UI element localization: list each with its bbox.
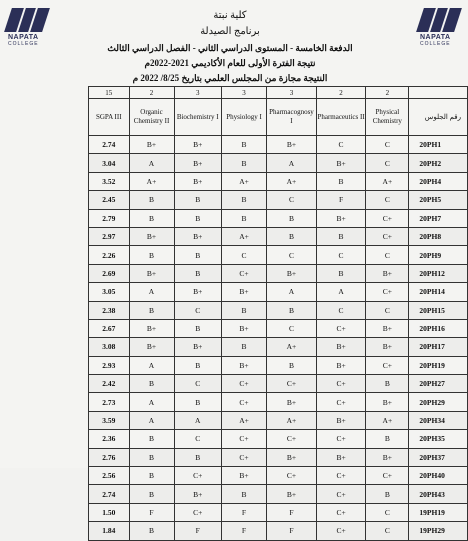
grade-cell: B+	[174, 485, 221, 503]
grade-cell: C+	[316, 522, 365, 540]
grade-cell: B+	[221, 283, 266, 301]
grade-cell: C+	[221, 430, 266, 448]
grade-cell: F	[221, 503, 266, 521]
grade-cell: B+	[316, 448, 365, 466]
grade-cell: C+	[366, 227, 409, 245]
table-row	[89, 172, 468, 190]
table-row	[89, 375, 468, 393]
table-row	[89, 154, 468, 172]
sgpa-cell: 3.59	[89, 411, 130, 429]
grade-cell: C	[366, 246, 409, 264]
table-row	[89, 393, 468, 411]
grade-cell: C+	[316, 319, 365, 337]
credit-cell	[409, 87, 468, 99]
seat-number-cell: 20PH12	[409, 264, 468, 282]
grade-cell: C	[316, 301, 365, 319]
seat-number-cell: 20PH35	[409, 430, 468, 448]
grade-cell: C+	[221, 448, 266, 466]
grade-cell: B+	[316, 411, 365, 429]
sgpa-cell: 2.73	[89, 393, 130, 411]
grade-cell: B+	[316, 338, 365, 356]
grade-cell: C+	[366, 283, 409, 301]
grade-cell: C+	[316, 485, 365, 503]
grade-cell: B	[366, 430, 409, 448]
grade-cell: A	[129, 154, 174, 172]
table-row	[89, 283, 468, 301]
grade-cell: B	[129, 191, 174, 209]
grade-cell: C+	[267, 430, 317, 448]
grade-cell: B	[221, 338, 266, 356]
grade-cell: B	[221, 209, 266, 227]
sgpa-cell: 2.26	[89, 246, 130, 264]
grade-cell: C	[366, 301, 409, 319]
sgpa-cell: 1.50	[89, 503, 130, 521]
grade-cell: C	[366, 154, 409, 172]
grade-cell: B	[129, 485, 174, 503]
grade-cell: F	[221, 522, 266, 540]
grade-cell: A	[129, 283, 174, 301]
table-row	[89, 191, 468, 209]
grade-cell: B+	[316, 209, 365, 227]
grade-cell: B+	[129, 319, 174, 337]
table-row	[89, 301, 468, 319]
grade-cell: B+	[366, 264, 409, 282]
napata-logo-icon	[8, 8, 46, 32]
table-row	[89, 522, 468, 540]
grade-cell: B	[129, 522, 174, 540]
column-header-row	[89, 99, 468, 136]
grade-cell: F	[267, 522, 317, 540]
grade-cell: B	[221, 154, 266, 172]
credit-cell: 2	[129, 87, 174, 99]
grade-cell: C+	[316, 430, 365, 448]
grade-cell: C+	[221, 375, 266, 393]
grade-cell: C	[316, 136, 365, 154]
results-table	[88, 86, 468, 541]
grade-cell: B	[366, 375, 409, 393]
table-row	[89, 136, 468, 154]
column-header: رقم الجلوس	[409, 99, 468, 136]
grade-cell: B	[221, 136, 266, 154]
logo-sub: COLLEGE	[420, 41, 451, 47]
credit-hours-row	[89, 87, 468, 99]
sgpa-cell: 3.05	[89, 283, 130, 301]
grade-cell: B+	[129, 227, 174, 245]
sgpa-cell: 2.97	[89, 227, 130, 245]
grade-cell: C	[316, 246, 365, 264]
grade-cell: B+	[174, 283, 221, 301]
grade-cell: C+	[316, 503, 365, 521]
table-row	[89, 246, 468, 264]
grade-cell: B	[316, 264, 365, 282]
credit-cell: 2	[316, 87, 365, 99]
grade-cell: B	[174, 393, 221, 411]
grade-cell: B	[267, 356, 317, 374]
seat-number-cell: 20PH37	[409, 448, 468, 466]
table-row	[89, 503, 468, 521]
grade-cell: B	[366, 485, 409, 503]
grade-cell: F	[129, 503, 174, 521]
seat-number-cell: 20PH5	[409, 191, 468, 209]
grade-cell: B	[174, 448, 221, 466]
credit-cell: 3	[267, 87, 317, 99]
table-row	[89, 356, 468, 374]
grade-cell: C	[366, 503, 409, 521]
program-name: برنامج الصيدلة	[200, 26, 260, 37]
seat-number-cell: 20PH7	[409, 209, 468, 227]
seat-number-cell: 19PH19	[409, 503, 468, 521]
credit-cell: 15	[89, 87, 130, 99]
grade-cell: B+	[129, 264, 174, 282]
grade-cell: A+	[129, 172, 174, 190]
grade-cell: C+	[267, 375, 317, 393]
seat-number-cell: 20PH15	[409, 301, 468, 319]
table-row	[89, 264, 468, 282]
grade-cell: B	[316, 172, 365, 190]
college-logo-left	[8, 8, 46, 47]
seat-number-cell: 20PH34	[409, 411, 468, 429]
grade-cell: B	[174, 264, 221, 282]
table-row	[89, 338, 468, 356]
table-row	[89, 430, 468, 448]
grade-cell: C	[267, 319, 317, 337]
seat-number-cell: 20PH14	[409, 283, 468, 301]
seat-number-cell: 20PH1	[409, 136, 468, 154]
grade-cell: B+	[221, 467, 266, 485]
grade-cell: B	[129, 375, 174, 393]
grade-cell: B+	[174, 338, 221, 356]
grade-cell: B	[129, 209, 174, 227]
seat-number-cell: 20PH4	[409, 172, 468, 190]
grade-cell: B+	[221, 356, 266, 374]
grade-cell: C+	[174, 467, 221, 485]
grade-cell: B	[129, 467, 174, 485]
column-header: Pharmacognosy I	[267, 99, 317, 136]
grade-cell: B+	[316, 356, 365, 374]
grade-cell: A+	[366, 411, 409, 429]
grade-cell: B	[267, 301, 317, 319]
sgpa-cell: 2.38	[89, 301, 130, 319]
column-header: Organic Chemistry II	[129, 99, 174, 136]
sgpa-cell: 3.52	[89, 172, 130, 190]
grade-cell: C	[366, 191, 409, 209]
credit-cell: 3	[174, 87, 221, 99]
grade-cell: B+	[267, 393, 317, 411]
seat-number-cell: 20PH17	[409, 338, 468, 356]
sgpa-cell: 2.74	[89, 136, 130, 154]
grade-cell: B+	[174, 154, 221, 172]
grade-cell: F	[174, 522, 221, 540]
grade-cell: B+	[129, 136, 174, 154]
college-logo-right	[420, 8, 458, 47]
seat-number-cell: 20PH2	[409, 154, 468, 172]
grade-cell: C+	[174, 503, 221, 521]
grade-cell: B+	[366, 393, 409, 411]
logo-name: NAPATA	[420, 34, 451, 41]
sgpa-cell: 3.08	[89, 338, 130, 356]
grade-cell: C+	[316, 393, 365, 411]
sgpa-cell: 2.69	[89, 264, 130, 282]
grade-cell: C	[267, 191, 317, 209]
grade-cell: A	[267, 154, 317, 172]
college-name: كلية نبتة	[213, 10, 247, 21]
grade-cell: B+	[316, 154, 365, 172]
grade-cell: B+	[267, 485, 317, 503]
grade-cell: C	[366, 136, 409, 154]
grade-cell: F	[267, 503, 317, 521]
sgpa-cell: 3.04	[89, 154, 130, 172]
grade-cell: B	[129, 246, 174, 264]
grade-cell: B	[267, 227, 317, 245]
grade-cell: B	[221, 301, 266, 319]
grade-cell: C+	[366, 356, 409, 374]
grade-cell: B+	[174, 136, 221, 154]
batch-line: الدفعة الخامسة - المستوى الدراسي الثاني - الفصل الدراسي الثالث	[107, 43, 353, 53]
seat-number-cell: 20PH43	[409, 485, 468, 503]
grade-cell: C+	[366, 467, 409, 485]
grade-cell: C+	[221, 264, 266, 282]
sgpa-cell: 2.36	[89, 430, 130, 448]
table-row	[89, 411, 468, 429]
seat-number-cell: 20PH40	[409, 467, 468, 485]
table-row	[89, 319, 468, 337]
sgpa-cell: 2.56	[89, 467, 130, 485]
result-line: نتيجة الفترة الأولى للعام الأكاديمي 2021-2022م	[144, 58, 316, 68]
grade-cell: C	[267, 246, 317, 264]
grade-cell: A+	[267, 172, 317, 190]
grade-cell: B	[129, 301, 174, 319]
grade-cell: B+	[267, 136, 317, 154]
sgpa-cell: 1.84	[89, 522, 130, 540]
column-header: Physical Chemistry	[366, 99, 409, 136]
grade-cell: A+	[267, 338, 317, 356]
seat-number-cell: 20PH16	[409, 319, 468, 337]
logo-sub: COLLEGE	[8, 41, 39, 47]
grade-cell: C+	[316, 375, 365, 393]
seat-number-cell: 20PH9	[409, 246, 468, 264]
grade-cell: C	[366, 522, 409, 540]
grade-cell: B+	[174, 172, 221, 190]
grade-cell: B	[174, 191, 221, 209]
grade-cell: B	[174, 319, 221, 337]
grade-cell: B+	[221, 319, 266, 337]
grade-cell: A	[129, 411, 174, 429]
logo-name: NAPATA	[8, 34, 39, 41]
column-header: SGPA III	[89, 99, 130, 136]
grade-cell: B+	[267, 264, 317, 282]
results-body	[89, 136, 468, 541]
sgpa-cell: 2.67	[89, 319, 130, 337]
grade-cell: B	[221, 191, 266, 209]
grade-cell: B	[174, 209, 221, 227]
grade-cell: A+	[221, 411, 266, 429]
sgpa-cell: 2.93	[89, 356, 130, 374]
grade-cell: B+	[129, 338, 174, 356]
grade-cell: F	[316, 191, 365, 209]
grade-cell: A+	[267, 411, 317, 429]
grade-cell: B	[267, 209, 317, 227]
grade-cell: A	[267, 283, 317, 301]
seat-number-cell: 19PH29	[409, 522, 468, 540]
seat-number-cell: 20PH19	[409, 356, 468, 374]
grade-cell: B	[174, 356, 221, 374]
grade-cell: C+	[221, 393, 266, 411]
grade-cell: C	[221, 246, 266, 264]
sgpa-cell: 2.42	[89, 375, 130, 393]
table-row	[89, 209, 468, 227]
table-row	[89, 227, 468, 245]
grade-cell: B	[129, 430, 174, 448]
grade-cell: A	[129, 393, 174, 411]
grade-cell: C	[174, 430, 221, 448]
seat-number-cell: 20PH27	[409, 375, 468, 393]
table-row	[89, 467, 468, 485]
column-header: Physiology I	[221, 99, 266, 136]
grade-cell: B	[129, 448, 174, 466]
sgpa-cell: 2.79	[89, 209, 130, 227]
sgpa-cell: 2.76	[89, 448, 130, 466]
grade-cell: C+	[316, 467, 365, 485]
grade-cell: C	[174, 375, 221, 393]
napata-logo-icon	[420, 8, 458, 32]
grade-cell: B+	[267, 448, 317, 466]
grade-cell: B+	[174, 227, 221, 245]
column-header: Pharmaceutics II	[316, 99, 365, 136]
seat-number-cell: 20PH8	[409, 227, 468, 245]
seat-number-cell: 20PH29	[409, 393, 468, 411]
grade-cell: A+	[221, 172, 266, 190]
grade-cell: B+	[366, 338, 409, 356]
grade-cell: A	[316, 283, 365, 301]
table-row	[89, 448, 468, 466]
grade-cell: C+	[366, 209, 409, 227]
grade-cell: B+	[366, 448, 409, 466]
sgpa-cell: 2.45	[89, 191, 130, 209]
approval-line: النتيجة مجازة من المجلس العلمي بتاريخ 8/25/ 2022 م	[132, 73, 328, 83]
credit-cell: 2	[366, 87, 409, 99]
table-row	[89, 485, 468, 503]
grade-cell: B	[221, 485, 266, 503]
grade-cell: A+	[221, 227, 266, 245]
grade-cell: C	[174, 301, 221, 319]
grade-cell: C+	[267, 467, 317, 485]
column-header: Biochemistry I	[174, 99, 221, 136]
grade-cell: B+	[366, 319, 409, 337]
credit-cell: 3	[221, 87, 266, 99]
grade-cell: B	[316, 227, 365, 245]
grade-cell: A+	[366, 172, 409, 190]
sgpa-cell: 2.74	[89, 485, 130, 503]
grade-cell: A	[129, 356, 174, 374]
grade-cell: A	[174, 411, 221, 429]
grade-cell: B	[174, 246, 221, 264]
